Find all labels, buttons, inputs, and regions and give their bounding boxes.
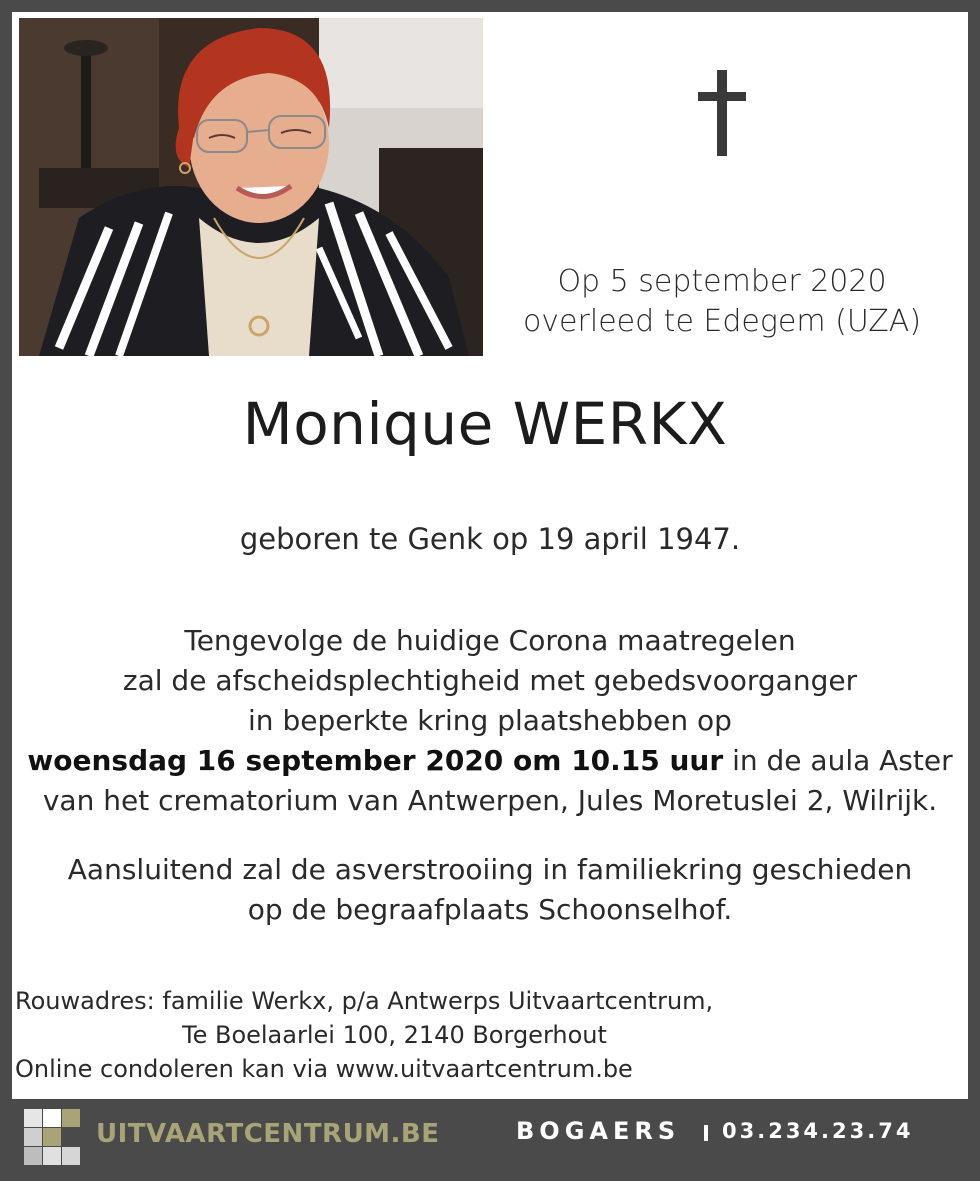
ceremony-line: van het crematorium van Antwerpen, Jules Moretuslei 2, Wilrijk.	[42, 784, 938, 817]
footer-bar	[0, 1099, 980, 1181]
logo-wordmark: UITVAARTCENTRUM.BE	[96, 1119, 440, 1149]
ash-scattering-text	[12, 850, 968, 930]
ceremony-line: zal de afscheidsplechtigheid met gebedsvoorganger	[122, 664, 858, 697]
divider	[704, 1125, 708, 1141]
phone-number: 03.234.23.74	[722, 1119, 914, 1143]
ceremony-line: Tengevolge de huidige Corona maatregelen	[184, 624, 796, 657]
ceremony-venue: in de aula Aster	[723, 744, 953, 777]
death-date-line: Op 5 september 2020	[557, 264, 887, 299]
portrait-photo	[19, 18, 483, 356]
death-notice	[512, 262, 932, 342]
ceremony-text	[12, 621, 968, 821]
ceremony-datetime: woensdag 16 september 2020 om 10.15 uur	[27, 744, 724, 777]
uitvaartcentrum-logo-icon	[24, 1109, 80, 1165]
deceased-name: Monique WERKX	[242, 390, 728, 458]
ash-scattering-line: op de begraafplaats Schoonselhof.	[247, 893, 733, 926]
mourning-address	[15, 984, 815, 1086]
online-condolence-line: Online condoleren kan via www.uitvaartcentrum.be	[15, 1055, 633, 1083]
ceremony-line: in beperkte kring plaatshebben op	[248, 704, 732, 737]
obituary-card	[12, 12, 968, 1099]
address-line: Rouwadres: familie Werkx, p/a Antwerps Uitvaartcentrum,	[15, 987, 714, 1015]
death-place-line: overleed te Edegem (UZA)	[522, 304, 922, 339]
address-line: Te Boelaarlei 100, 2140 Borgerhout	[182, 1021, 607, 1049]
latin-cross-icon	[698, 70, 746, 156]
ash-scattering-line: Aansluitend zal de asverstrooiing in familiekring geschieden	[67, 853, 913, 886]
company-name: BOGAERS	[516, 1117, 681, 1145]
birth-line: geboren te Genk op 19 april 1947.	[239, 522, 741, 556]
ceremony-datetime-line	[12, 741, 968, 781]
